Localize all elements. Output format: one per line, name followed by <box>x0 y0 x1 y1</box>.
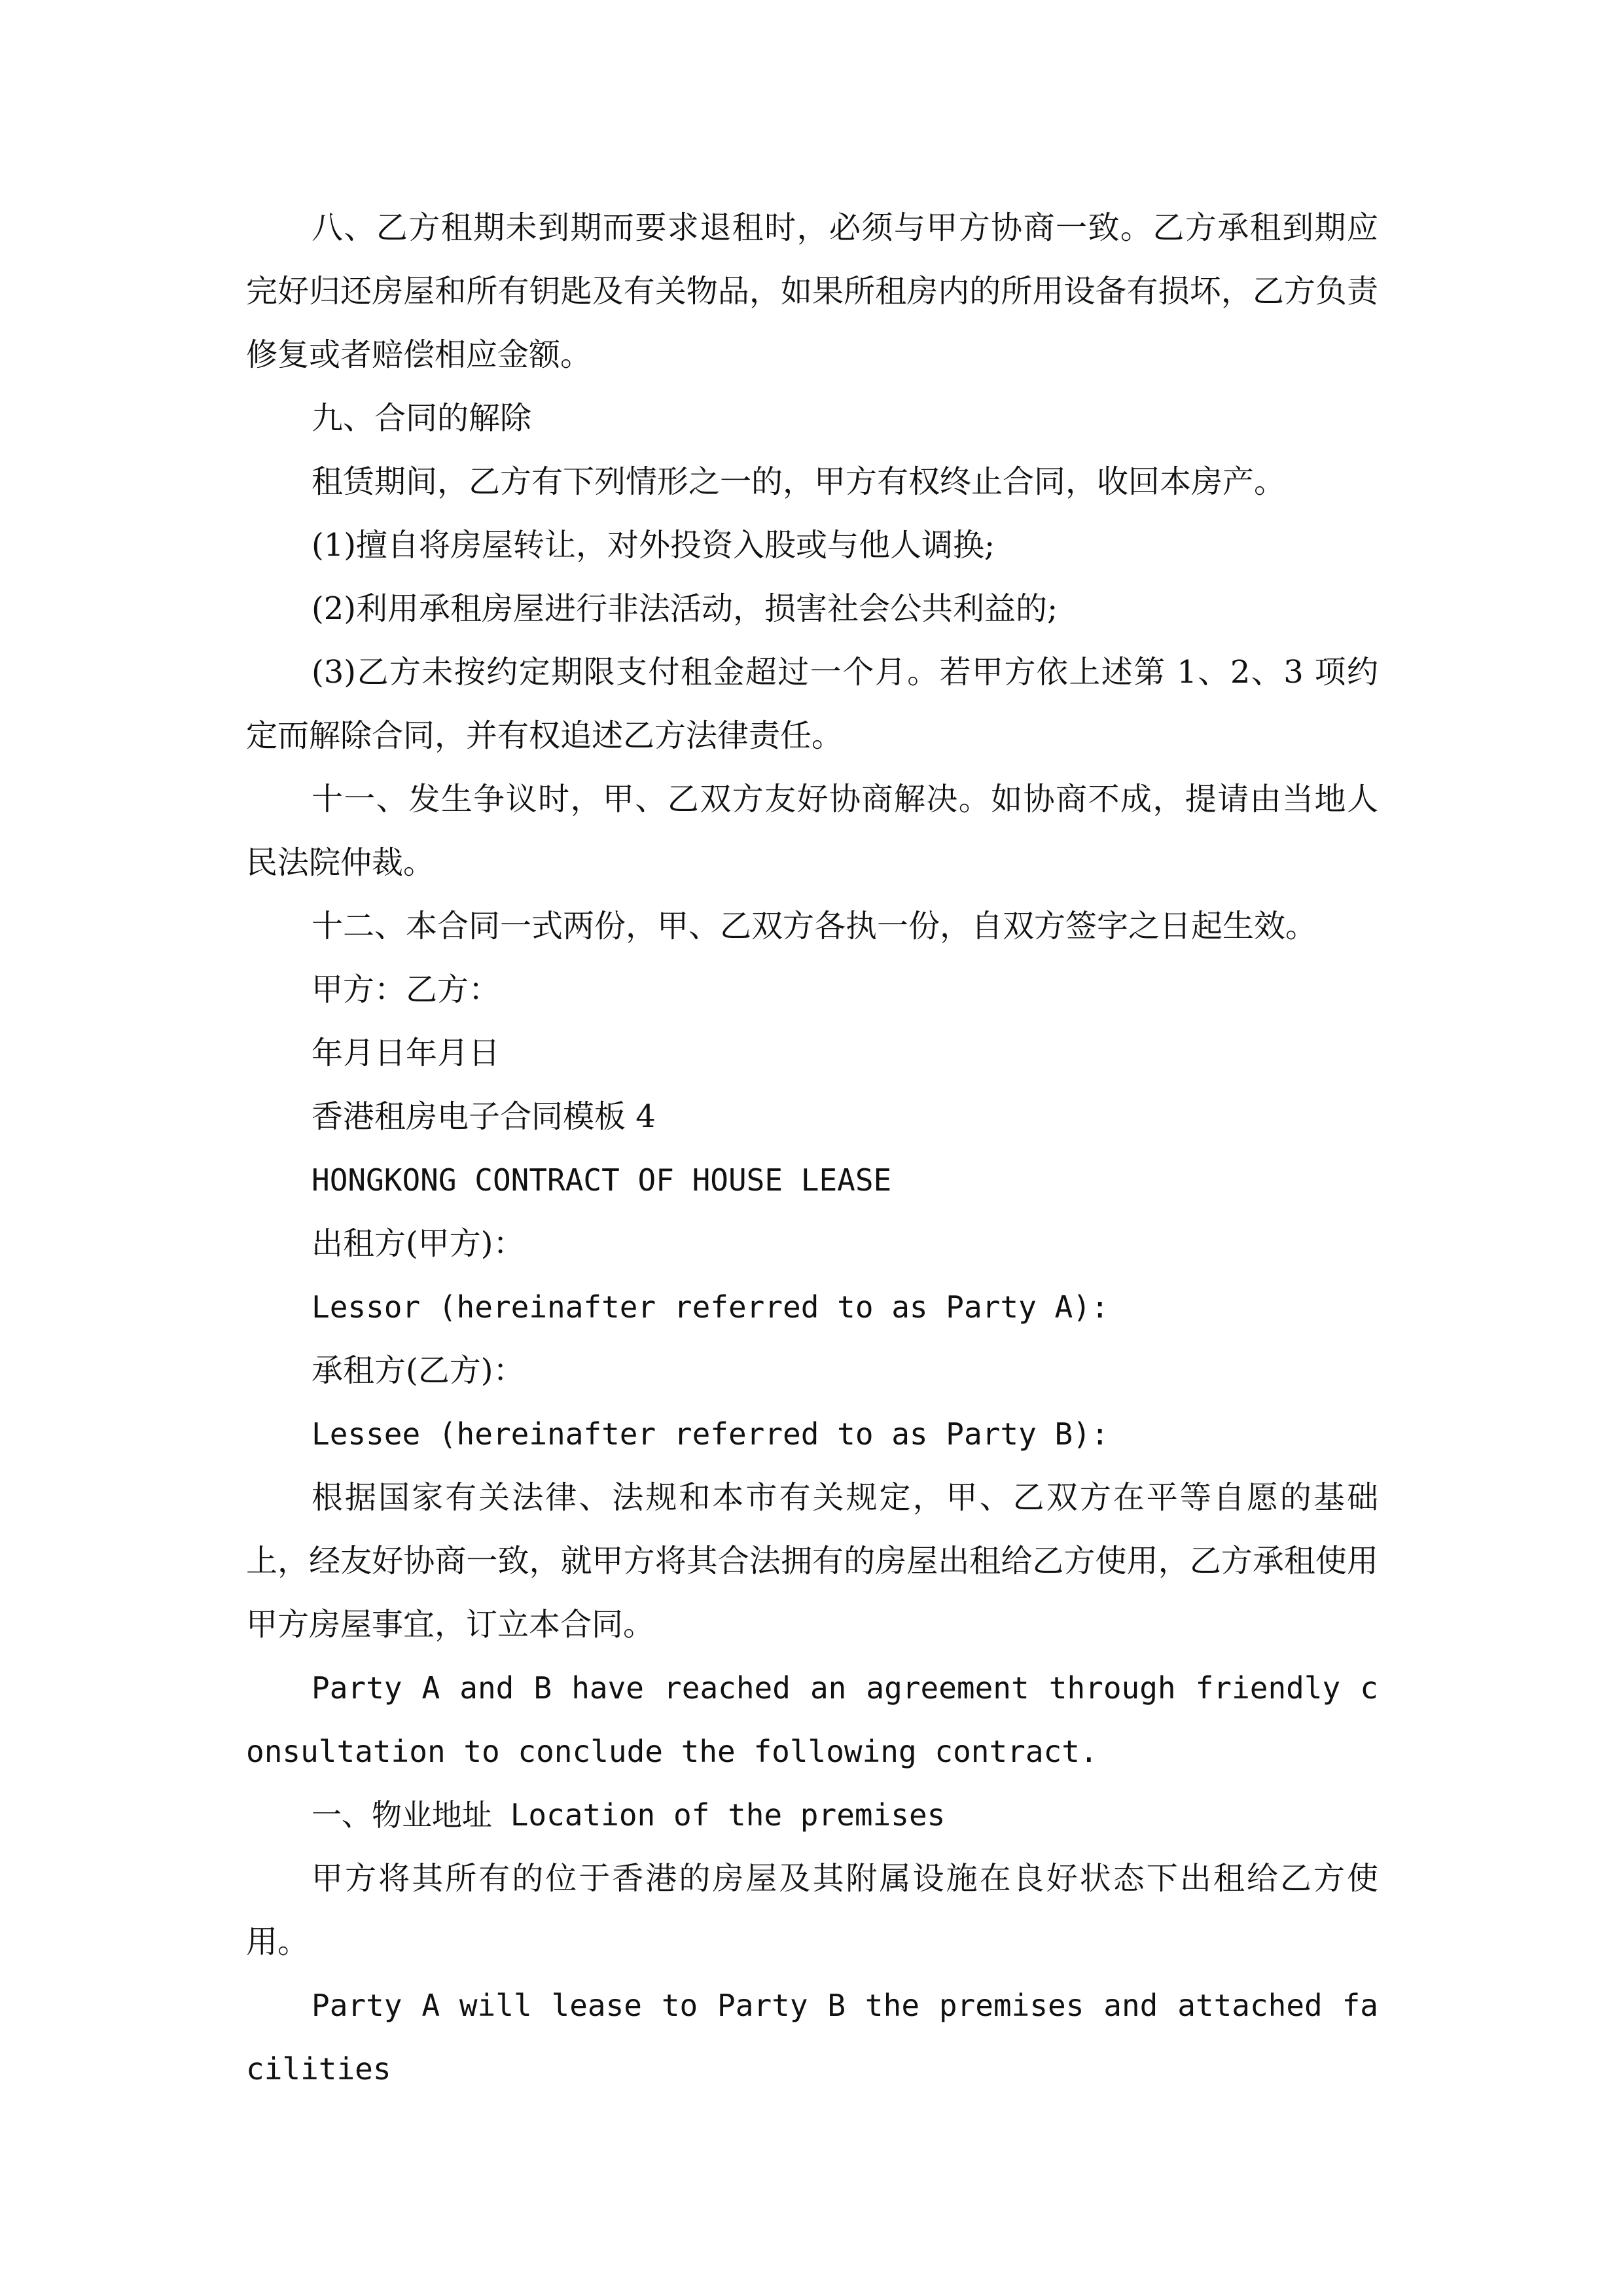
clause-1-heading: 一、物业地址 Location of the premises <box>312 1797 946 1833</box>
clause-12-copies: 十二、本合同一式两份，甲、乙双方各执一份，自双方签字之日起生效。 <box>312 908 1317 944</box>
clause-8-early-termination: 八、乙方租期未到期而要求退租时，必须与甲方协商一致。乙方承租到期应完好归还房屋和所有钥匙及有关物品，如果所租房内的所用设备有损坏，乙方负责修复或者赔偿相应金额。 <box>246 209 1378 373</box>
lessor-label: 出租方(甲方)： <box>312 1225 525 1262</box>
english-contract-title: HONGKONG CONTRACT OF HOUSE LEASE <box>312 1162 892 1198</box>
termination-condition-2: (2)利用承租房屋进行非法活动，损害社会公共利益的; <box>312 590 1058 627</box>
lessor-label-english: Lessor (hereinafter referred to as Party A): <box>312 1289 1109 1325</box>
clause-9-heading: 九、合同的解除 <box>312 400 532 437</box>
contract-preamble: 根据国家有关法律、法规和本市有关规定，甲、乙双方在平等自愿的基础上，经友好协商一致，就甲方将其合法拥有的房屋出租给乙方使用，乙方承租使用甲方房屋事宜，订立本合同。 <box>246 1479 1378 1643</box>
contract-preamble-english: Party A and B have reached an agreement through friendly consultation to conclude the following contract. <box>246 1670 1378 1769</box>
termination-conditions-intro: 租赁期间，乙方有下列情形之一的，甲方有权终止合同，收回本房产。 <box>312 463 1286 500</box>
lessee-label-english: Lessee (hereinafter referred to as Party B): <box>312 1416 1109 1452</box>
termination-condition-1: (1)擅自将房屋转让，对外投资入股或与他人调换; <box>312 527 995 564</box>
clause-1-body: 甲方将其所有的位于香港的房屋及其附属设施在良好状态下出租给乙方使用。 <box>246 1860 1378 1960</box>
termination-condition-3: (3)乙方未按约定期限支付租金超过一个月。若甲方依上述第 1、2、3 项约定而解除合同，并有权追述乙方法律责任。 <box>246 654 1378 754</box>
clause-11-disputes: 十一、发生争议时，甲、乙双方友好协商解决。如协商不成，提请由当地人民法院仲裁。 <box>246 781 1378 881</box>
lessee-label: 承租方(乙方)： <box>312 1352 525 1389</box>
signature-parties: 甲方：乙方： <box>312 971 501 1008</box>
clause-1-body-english: Party A will lease to Party B the premises and attached facilities <box>246 1988 1378 2087</box>
template-title: 香港租房电子合同模板 4 <box>312 1098 656 1135</box>
signature-dates: 年月日年月日 <box>312 1035 501 1071</box>
document-body <box>246 196 1378 2101</box>
